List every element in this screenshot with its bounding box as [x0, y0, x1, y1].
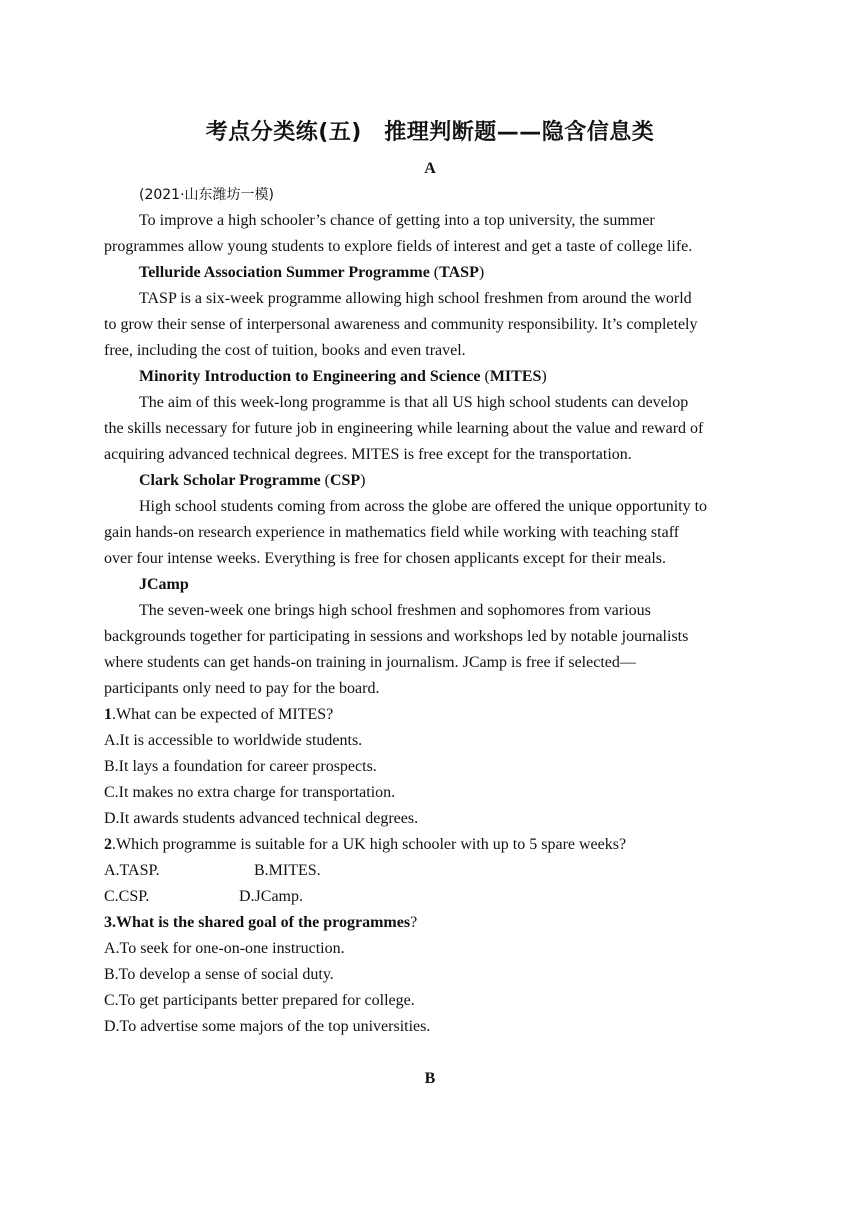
programme-line: High school students coming from across the globe are offered the unique opportunity to — [139, 498, 708, 515]
passage-body — [104, 182, 756, 1040]
programme-line: participants only need to pay for the board. — [104, 680, 380, 697]
source-note: (2021·山东潍坊一模) — [139, 187, 275, 203]
programme-heading: Telluride Association Summer Programme (TASP) — [139, 264, 485, 281]
programme-line: to grow their sense of interpersonal awareness and community responsibility. It’s completely — [104, 316, 698, 333]
programme-heading: Minority Introduction to Engineering and Science (MITES) — [139, 368, 547, 385]
page-title: 考点分类练(五) 推理判断题——隐含信息类 — [205, 120, 655, 145]
option: C.CSP. — [104, 888, 150, 905]
option: A.To seek for one-on-one instruction. — [104, 940, 345, 957]
intro-line: programmes allow young students to explore fields of interest and get a taste of college life. — [104, 238, 693, 255]
programme-line: The aim of this week-long programme is that all US high school students can develop — [139, 394, 689, 411]
option: B.It lays a foundation for career prospects. — [104, 758, 377, 775]
option: A.TASP. — [104, 862, 160, 879]
programme-line: backgrounds together for participating in sessions and workshops led by notable journalists — [104, 628, 689, 645]
section-b-label: B — [424, 1070, 436, 1087]
intro-line: To improve a high schooler’s chance of getting into a top university, the summer — [139, 212, 655, 229]
option-row — [104, 884, 756, 910]
question-2: 2.Which programme is suitable for a UK high schooler with up to 5 spare weeks? — [104, 836, 627, 853]
programme-line: where students can get hands-on training in journalism. JCamp is free if selected— — [104, 654, 636, 671]
option: A.It is accessible to worldwide students. — [104, 732, 363, 749]
option: C.To get participants better prepared for college. — [104, 992, 415, 1009]
option-row — [104, 858, 756, 884]
option: C.It makes no extra charge for transportation. — [104, 784, 396, 801]
question-3: 3.What is the shared goal of the programmes? — [104, 914, 418, 931]
programme-line: free, including the cost of tuition, books and even travel. — [104, 342, 466, 359]
programme-line: over four intense weeks. Everything is free for chosen applicants except for their meals. — [104, 550, 667, 567]
programme-line: gain hands-on research experience in mathematics field while working with teaching staff — [104, 524, 680, 541]
programme-heading: JCamp — [139, 576, 189, 593]
option: D.JCamp. — [239, 888, 303, 905]
programme-line: the skills necessary for future job in engineering while learning about the value and reward of — [104, 420, 704, 437]
programme-heading: Clark Scholar Programme (CSP) — [139, 472, 366, 489]
programme-line: The seven-week one brings high school freshmen and sophomores from various — [139, 602, 651, 619]
option: D.It awards students advanced technical degrees. — [104, 810, 419, 827]
programme-line: acquiring advanced technical degrees. MITES is free except for the transportation. — [104, 446, 632, 463]
question-1: 1.What can be expected of MITES? — [104, 706, 334, 723]
programme-line: TASP is a six-week programme allowing high school freshmen from around the world — [139, 290, 692, 307]
option: D.To advertise some majors of the top universities. — [104, 1018, 431, 1035]
option: B.MITES. — [254, 862, 321, 879]
section-a-label: A — [424, 160, 436, 177]
option: B.To develop a sense of social duty. — [104, 966, 334, 983]
